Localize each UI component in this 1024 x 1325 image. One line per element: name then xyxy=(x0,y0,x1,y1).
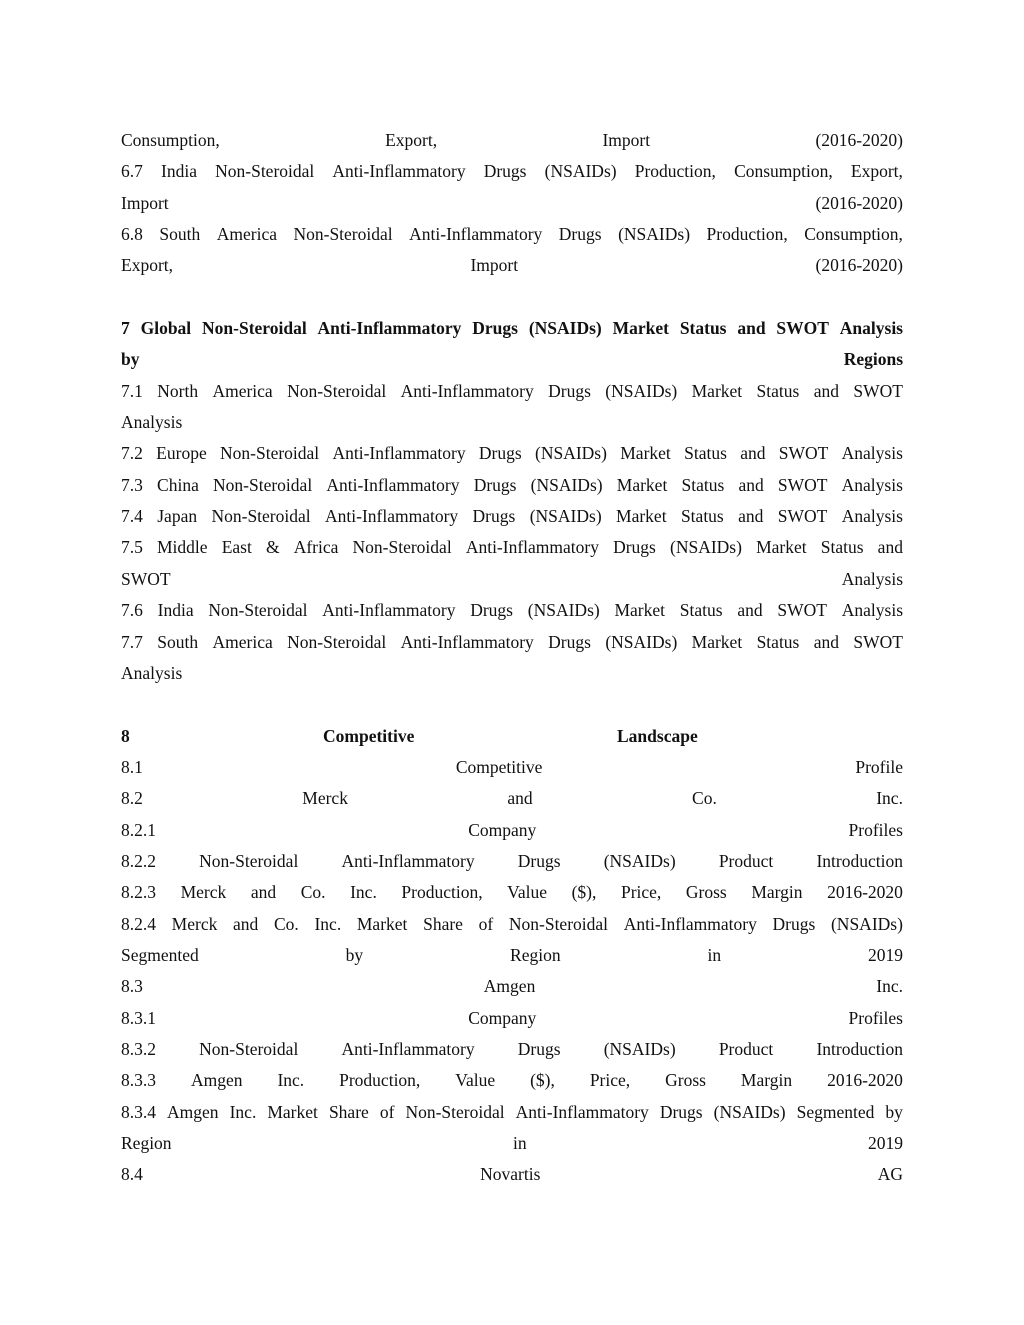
toc-word: 7.2 xyxy=(121,443,143,464)
toc-word: Drugs xyxy=(473,474,517,495)
toc-line xyxy=(121,250,903,281)
toc-word: (NSAIDs) xyxy=(528,318,602,339)
toc-word: Production, xyxy=(706,224,788,245)
toc-word: Share xyxy=(328,1101,369,1122)
toc-line xyxy=(121,752,903,783)
toc-line xyxy=(121,376,903,407)
toc-word: Price, xyxy=(589,1070,631,1091)
toc-word: Introduction xyxy=(816,850,903,871)
toc-word: Production, xyxy=(634,161,716,182)
toc-word: 2016-2020 xyxy=(827,882,903,903)
toc-word: South xyxy=(157,631,199,652)
toc-word: America xyxy=(212,631,273,652)
toc-word: 6.8 xyxy=(121,224,143,245)
toc-word: 6.7 xyxy=(121,161,143,182)
toc-word: Landscape xyxy=(617,725,698,746)
toc-word: Anti-Inflammatory xyxy=(332,443,466,464)
toc-word: Status xyxy=(679,600,723,621)
toc-word: Inc. xyxy=(876,788,903,809)
toc-word: Drugs xyxy=(613,537,656,558)
toc-word: (2016-2020) xyxy=(815,192,903,213)
toc-word: Non-Steroidal xyxy=(199,850,299,871)
toc-word: (NSAIDs) xyxy=(603,1038,676,1059)
toc-word: Introduction xyxy=(816,1038,903,1059)
toc-line xyxy=(121,815,903,846)
toc-word: Consumption, xyxy=(804,224,903,245)
toc-word: (2016-2020) xyxy=(815,130,903,150)
toc-word: Analysis xyxy=(841,568,903,589)
toc-word: Gross xyxy=(665,1070,706,1091)
toc-word: North xyxy=(157,380,199,401)
toc-word: Margin xyxy=(751,882,803,903)
toc-word: Amgen xyxy=(483,976,536,997)
toc-word: by xyxy=(885,1101,903,1122)
toc-word: Export, xyxy=(385,130,438,150)
toc-word: (NSAIDs) xyxy=(530,474,603,495)
toc-line xyxy=(121,125,903,156)
toc-line xyxy=(121,470,903,501)
toc-word: Africa xyxy=(293,537,339,558)
toc-word: Inc. xyxy=(229,1101,257,1122)
toc-word: Profile xyxy=(855,756,903,777)
toc-word: 8.3.3 xyxy=(121,1070,156,1091)
toc-line xyxy=(121,1097,903,1128)
toc-word: Non-Steroidal xyxy=(293,224,393,245)
toc-word: 8.3 xyxy=(121,976,143,997)
toc-word: Middle xyxy=(157,537,208,558)
toc-word: Non-Steroidal xyxy=(287,631,387,652)
toc-line xyxy=(121,846,903,877)
toc-word: and xyxy=(813,380,839,401)
toc-word: Import xyxy=(121,192,169,213)
toc-word: Inc. xyxy=(314,913,342,934)
toc-line xyxy=(121,877,903,908)
toc-word: by xyxy=(345,944,364,965)
toc-word: by xyxy=(121,349,140,370)
toc-word: Analysis xyxy=(839,318,903,339)
toc-word: Anti-Inflammatory xyxy=(317,318,462,339)
toc-word: 7.1 xyxy=(121,380,143,401)
toc-word: Analysis xyxy=(841,443,903,464)
toc-word: 8.3.4 xyxy=(121,1101,156,1122)
toc-word: SWOT xyxy=(121,568,171,589)
toc-word: Drugs xyxy=(478,443,522,464)
toc-word: Europe xyxy=(156,443,207,464)
toc-word: (NSAIDs) xyxy=(603,850,676,871)
toc-word: and xyxy=(250,882,277,903)
toc-word: SWOT xyxy=(853,631,903,652)
toc-word: in xyxy=(512,1133,527,1153)
toc-word: Import xyxy=(602,130,651,150)
toc-word: Anti-Inflammatory xyxy=(332,161,466,182)
toc-word: 8.2 xyxy=(121,788,143,809)
toc-word: Drugs xyxy=(558,224,602,245)
toc-word: (NSAIDs) xyxy=(529,506,602,527)
toc-word: Competitive xyxy=(323,725,415,746)
toc-line xyxy=(121,1003,903,1034)
toc-word: Co. xyxy=(273,913,299,934)
toc-word: Market xyxy=(614,600,666,621)
toc-word: Profiles xyxy=(848,819,903,840)
toc-word: SWOT xyxy=(777,506,828,527)
toc-word: Market xyxy=(616,506,667,527)
toc-word: Market xyxy=(616,474,668,495)
toc-word: Company xyxy=(468,819,537,840)
toc-word: Production, xyxy=(339,1070,421,1091)
toc-word: America xyxy=(216,224,277,245)
toc-word: Margin xyxy=(740,1070,793,1091)
toc-word: Market xyxy=(756,537,807,558)
toc-word: Inc. xyxy=(876,976,903,997)
toc-text: Analysis xyxy=(121,412,183,433)
toc-word: Amgen xyxy=(190,1070,243,1091)
toc-word: Drugs xyxy=(517,1038,561,1059)
toc-word: ($), xyxy=(571,882,597,903)
toc-word: Drugs xyxy=(548,380,591,401)
toc-word: and xyxy=(738,506,764,527)
toc-word: Non-Steroidal xyxy=(220,443,320,464)
toc-line xyxy=(121,501,903,532)
toc-word: Analysis xyxy=(841,600,903,621)
toc-word: Anti-Inflammatory xyxy=(341,850,475,871)
toc-line xyxy=(121,595,903,626)
toc-word: (NSAIDs) xyxy=(544,161,617,182)
toc-word: Non-Steroidal xyxy=(202,318,307,339)
toc-word: Competitive xyxy=(455,756,543,777)
toc-word: Consumption, xyxy=(121,130,220,150)
toc-word: AG xyxy=(877,1164,903,1185)
toc-word: (NSAIDs) xyxy=(605,380,678,401)
section-spacer xyxy=(121,689,903,720)
toc-word: Market xyxy=(620,443,671,464)
toc-word: Product xyxy=(718,1038,774,1059)
toc-word: Anti-Inflammatory xyxy=(465,537,599,558)
toc-word: South xyxy=(159,224,201,245)
toc-line xyxy=(121,564,903,595)
toc-word: (2016-2020) xyxy=(815,255,903,276)
toc-word: Product xyxy=(718,850,774,871)
toc-word: Drugs xyxy=(483,161,527,182)
toc-word: Analysis xyxy=(841,474,903,495)
toc-word: Region xyxy=(510,944,561,965)
toc-word: Anti-Inflammatory xyxy=(400,380,534,401)
toc-word: 2019 xyxy=(867,944,903,965)
toc-word: of xyxy=(379,1101,395,1122)
toc-word: Anti-Inflammatory xyxy=(409,224,543,245)
section-spacer xyxy=(121,282,903,313)
toc-word: and xyxy=(813,631,840,652)
toc-word: 7.7 xyxy=(121,631,143,652)
toc-word: Drugs xyxy=(772,913,816,934)
toc-word: Status xyxy=(680,506,724,527)
toc-word: in xyxy=(707,944,722,965)
toc-word: 7.5 xyxy=(121,537,143,558)
toc-word: Drugs xyxy=(517,850,561,871)
toc-word: Analysis xyxy=(841,506,903,527)
toc-word: Anti-Inflammatory xyxy=(326,474,460,495)
toc-word: Status xyxy=(684,443,727,464)
toc-word: Segmented xyxy=(796,1101,875,1122)
toc-word: Market xyxy=(356,913,408,934)
section-heading xyxy=(121,313,903,344)
toc-word: Inc. xyxy=(277,1070,305,1091)
toc-word: Gross xyxy=(685,882,727,903)
toc-word: Non-Steroidal xyxy=(287,380,387,401)
toc-word: 8.2.1 xyxy=(121,819,156,840)
toc-word: (NSAIDs) xyxy=(670,537,742,558)
toc-word: Status xyxy=(756,631,800,652)
toc-word: and xyxy=(737,600,763,621)
toc-word: Anti-Inflammatory xyxy=(322,600,456,621)
toc-word: and xyxy=(233,913,259,934)
toc-word: 2016-2020 xyxy=(827,1070,903,1091)
toc-word: SWOT xyxy=(776,318,829,339)
toc-word: Region xyxy=(121,1133,172,1153)
toc-line xyxy=(121,909,903,940)
toc-word: Market xyxy=(691,380,743,401)
toc-word: Status xyxy=(820,537,864,558)
toc-word: Export, xyxy=(121,255,174,276)
toc-word: Import xyxy=(470,255,519,276)
toc-word: (NSAIDs) xyxy=(618,224,691,245)
toc-word: Amgen xyxy=(167,1101,219,1122)
toc-word: Market xyxy=(691,631,743,652)
toc-word: and xyxy=(507,788,533,809)
toc-word: (NSAIDs) xyxy=(527,600,600,621)
toc-word: Drugs xyxy=(472,506,516,527)
toc-word: Export, xyxy=(850,161,903,182)
toc-line xyxy=(121,1065,903,1096)
toc-word: Anti-Inflammatory xyxy=(623,913,757,934)
toc-word: Segmented xyxy=(121,944,199,965)
section-heading xyxy=(121,721,903,752)
toc-text: Analysis xyxy=(121,662,183,683)
toc-word: Anti-Inflammatory xyxy=(341,1038,475,1059)
toc-line xyxy=(121,219,903,250)
toc-word: and xyxy=(740,443,766,464)
toc-line xyxy=(121,971,903,1002)
toc-word: 8.2.2 xyxy=(121,850,156,871)
toc-word: Non-Steroidal xyxy=(208,600,308,621)
toc-word: Non-Steroidal xyxy=(405,1101,505,1122)
toc-word: Co. xyxy=(300,882,326,903)
toc-word: 8 xyxy=(121,725,130,746)
toc-word: Drugs xyxy=(472,318,518,339)
toc-word: SWOT xyxy=(778,443,829,464)
toc-word: and xyxy=(738,474,764,495)
toc-word: Non-Steroidal xyxy=(199,1038,299,1059)
toc-word: 8.4 xyxy=(121,1164,143,1185)
toc-word: 8.2.4 xyxy=(121,913,156,934)
toc-word: Merck xyxy=(171,913,218,934)
toc-word: Price, xyxy=(620,882,662,903)
toc-word: Market xyxy=(612,318,669,339)
toc-word: Japan xyxy=(157,506,198,527)
toc-line xyxy=(121,1128,903,1159)
toc-word: Anti-Inflammatory xyxy=(325,506,459,527)
toc-word: 8.3.2 xyxy=(121,1038,156,1059)
toc-word: Status xyxy=(756,380,800,401)
toc-word: and xyxy=(737,318,766,339)
toc-line xyxy=(121,438,903,469)
toc-word: India xyxy=(161,161,197,182)
toc-line xyxy=(121,1034,903,1065)
toc-line xyxy=(121,188,903,219)
toc-word: Non-Steroidal xyxy=(352,537,452,558)
toc-word: Market xyxy=(267,1101,318,1122)
toc-word: Value xyxy=(507,882,548,903)
toc-line xyxy=(121,658,903,689)
toc-word: 2019 xyxy=(868,1133,903,1153)
toc-word: Drugs xyxy=(659,1101,703,1122)
toc-word: Non-Steroidal xyxy=(215,161,315,182)
toc-word: 8.1 xyxy=(121,756,143,777)
toc-word: Global xyxy=(140,318,192,339)
toc-word: Merck xyxy=(180,882,227,903)
toc-word: Merck xyxy=(302,788,348,809)
toc-word: Status xyxy=(681,474,725,495)
toc-word: Consumption, xyxy=(734,161,833,182)
toc-word: of xyxy=(478,913,494,934)
toc-word: East xyxy=(221,537,252,558)
toc-word: & xyxy=(265,537,280,558)
toc-word: Anti-Inflammatory xyxy=(515,1101,649,1122)
toc-word: Status xyxy=(679,318,727,339)
toc-line xyxy=(121,156,903,187)
toc-word: ($), xyxy=(530,1070,555,1091)
toc-word: India xyxy=(157,600,194,621)
toc-line xyxy=(121,1159,903,1190)
toc-word: America xyxy=(212,380,273,401)
toc-word: Novartis xyxy=(480,1164,541,1185)
toc-line xyxy=(121,407,903,438)
toc-word: 7.6 xyxy=(121,600,143,621)
toc-word: Value xyxy=(455,1070,496,1091)
toc-word: SWOT xyxy=(777,474,828,495)
toc-word: 7.3 xyxy=(121,474,143,495)
toc-word: Drugs xyxy=(548,631,591,652)
toc-word: Share xyxy=(423,913,463,934)
toc-word: 7.4 xyxy=(121,506,143,527)
toc-line xyxy=(121,940,903,971)
toc-word: Regions xyxy=(843,349,903,370)
toc-word: Production, xyxy=(401,882,483,903)
toc-word: 8.3.1 xyxy=(121,1007,156,1028)
toc-line xyxy=(121,627,903,658)
toc-word: SWOT xyxy=(853,380,903,401)
toc-word: China xyxy=(157,474,199,495)
toc-word: (NSAIDs) xyxy=(830,913,903,934)
toc-word: Non-Steroidal xyxy=(508,913,609,934)
toc-word: Profiles xyxy=(848,1007,903,1028)
toc-line xyxy=(121,783,903,814)
toc-word: (NSAIDs) xyxy=(713,1101,786,1122)
toc-word: Co. xyxy=(692,788,717,809)
toc-word: 7 xyxy=(121,318,130,339)
toc-word: and xyxy=(877,537,903,558)
toc-word: SWOT xyxy=(777,600,827,621)
toc-word: Company xyxy=(468,1007,537,1028)
toc-word: 8.2.3 xyxy=(121,882,156,903)
toc-word: Non-Steroidal xyxy=(213,474,313,495)
toc-word: Inc. xyxy=(350,882,377,903)
document-page xyxy=(121,125,903,1191)
toc-word: Drugs xyxy=(470,600,513,621)
toc-line xyxy=(121,532,903,563)
section-heading xyxy=(121,344,903,375)
toc-word: Non-Steroidal xyxy=(211,506,311,527)
toc-word: Anti-Inflammatory xyxy=(400,631,534,652)
toc-word: (NSAIDs) xyxy=(605,631,678,652)
toc-word: (NSAIDs) xyxy=(535,443,607,464)
